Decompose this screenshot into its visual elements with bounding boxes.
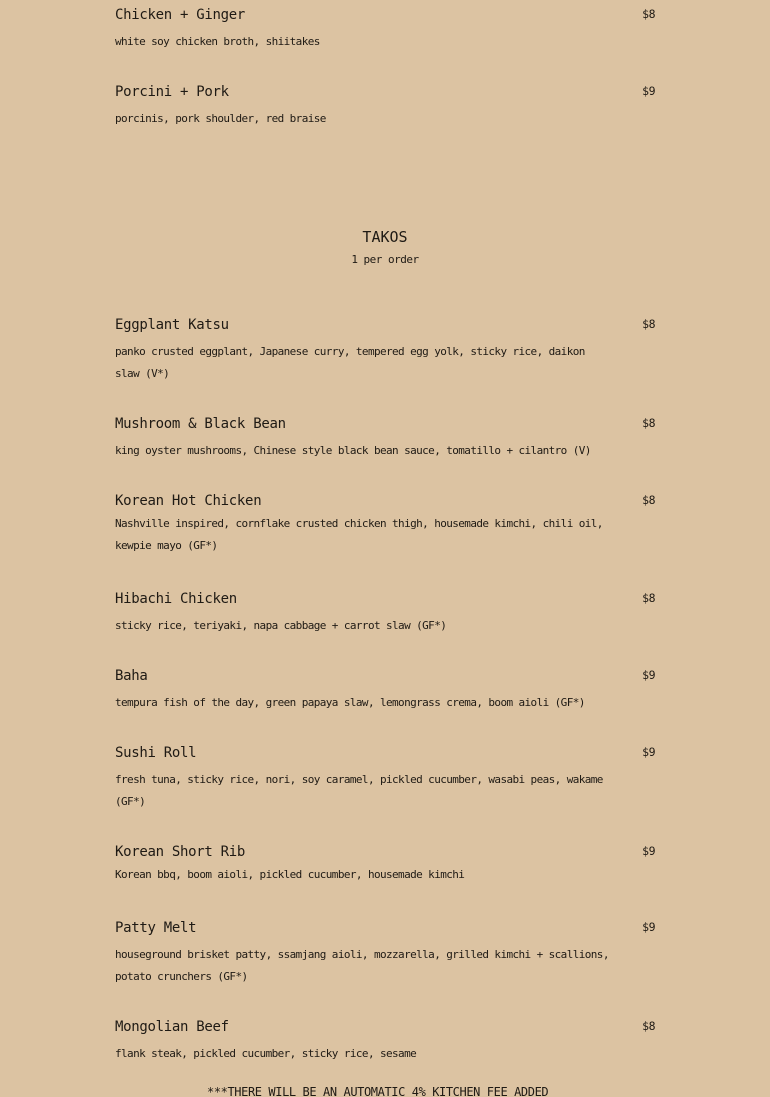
item-price: $8 <box>642 493 655 507</box>
menu-item <box>115 81 655 130</box>
menu-item <box>115 4 655 53</box>
item-price: $8 <box>642 1019 655 1033</box>
item-name: Chicken + Ginger <box>115 7 246 23</box>
item-price: $8 <box>642 591 655 605</box>
item-name: Korean Hot Chicken <box>115 493 262 509</box>
item-name: Porcini + Pork <box>115 84 229 100</box>
kitchen-fee-notice: ***THERE WILL BE AN AUTOMATIC 4% KITCHEN FEE ADDED <box>207 1082 548 1097</box>
item-description: fresh tuna, sticky rice, nori, soy caramel, pickled cucumber, wasabi peas, wakame (GF*) <box>115 773 603 808</box>
menu-item <box>115 314 655 385</box>
item-description: panko crusted eggplant, Japanese curry, tempered egg yolk, sticky rice, daikon slaw (V*) <box>115 345 585 380</box>
item-description: houseground brisket patty, ssamjang aioli, mozzarella, grilled kimchi + scallions, potato crunchers (GF*) <box>115 948 609 983</box>
item-price: $9 <box>642 745 655 759</box>
item-description: white soy chicken broth, shiitakes <box>115 35 320 48</box>
menu-item <box>115 841 655 886</box>
item-name: Sushi Roll <box>115 745 197 761</box>
item-price: $9 <box>642 920 655 934</box>
menu-item <box>115 490 655 557</box>
item-description: Korean bbq, boom aioli, pickled cucumber, housemade kimchi <box>115 868 465 881</box>
item-description: sticky rice, teriyaki, napa cabbage + carrot slaw (GF*) <box>115 619 447 632</box>
item-price: $8 <box>642 317 655 331</box>
item-price: $8 <box>642 416 655 430</box>
item-name: Mushroom & Black Bean <box>115 416 286 432</box>
item-name: Patty Melt <box>115 920 197 936</box>
item-name: Eggplant Katsu <box>115 317 229 333</box>
menu-item <box>115 665 655 714</box>
item-description: flank steak, pickled cucumber, sticky rice, sesame <box>115 1047 417 1060</box>
item-price: $8 <box>642 7 655 21</box>
item-description: porcinis, pork shoulder, red braise <box>115 112 326 125</box>
item-description: Nashville inspired, cornflake crusted chicken thigh, housemade kimchi, chili oil, kewpie mayo (GF*) <box>115 517 603 552</box>
menu-item <box>115 588 655 637</box>
item-name: Baha <box>115 668 148 684</box>
item-description: tempura fish of the day, green papaya slaw, lemongrass crema, boom aioli (GF*) <box>115 696 585 709</box>
menu-item <box>115 1016 655 1065</box>
item-price: $9 <box>642 668 655 682</box>
item-description: king oyster mushrooms, Chinese style black bean sauce, tomatillo + cilantro (V) <box>115 444 591 457</box>
item-name: Mongolian Beef <box>115 1019 229 1035</box>
section-title: TAKOS <box>362 228 408 246</box>
menu-item <box>115 917 655 988</box>
item-price: $9 <box>642 84 655 98</box>
item-price: $9 <box>642 844 655 858</box>
menu-item <box>115 413 655 462</box>
menu-item <box>115 742 655 813</box>
item-name: Korean Short Rib <box>115 844 246 860</box>
section-subtitle: 1 per order <box>351 253 419 266</box>
item-name: Hibachi Chicken <box>115 591 237 607</box>
